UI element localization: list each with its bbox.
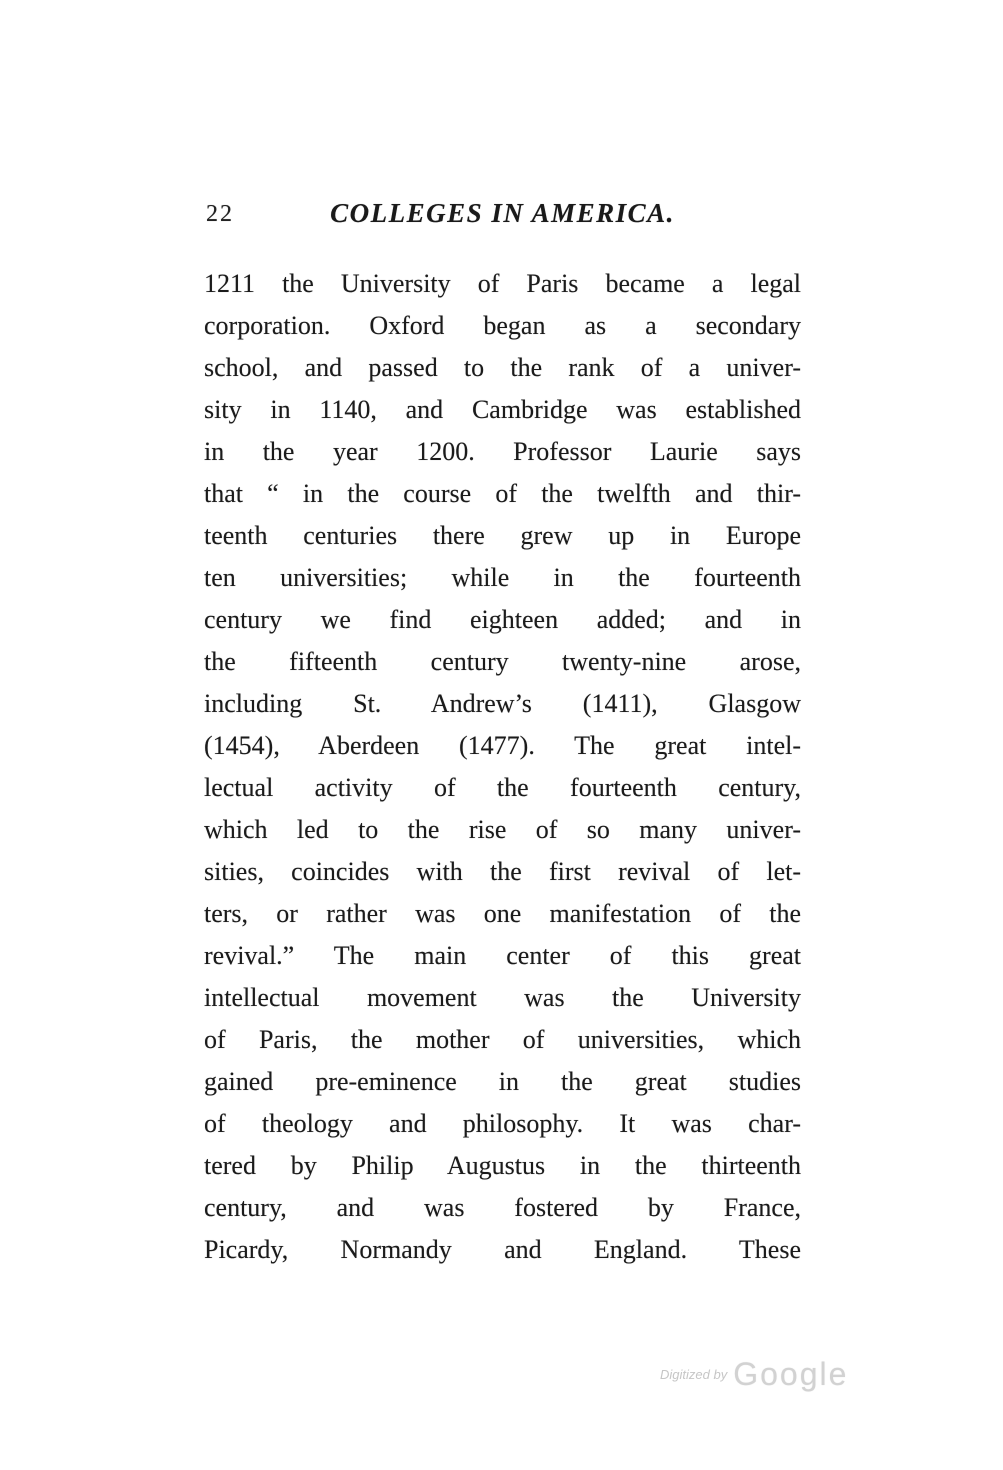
text-line: that “ in the course of the twelfth and thir- xyxy=(204,479,801,508)
text-line: revival.” The main center of this great xyxy=(204,941,801,970)
text-line: intellectual movement was the University xyxy=(204,983,801,1012)
text-line: the fifteenth century twenty-nine arose, xyxy=(204,647,801,676)
text-line: century we find eighteen added; and in xyxy=(204,605,801,634)
watermark-prefix: Digitized by xyxy=(660,1367,728,1382)
text-line: (1454), Aberdeen (1477). The great intel- xyxy=(204,731,801,760)
text-line: of Paris, the mother of universities, which xyxy=(204,1025,801,1054)
text-line: in the year 1200. Professor Laurie says xyxy=(204,437,801,466)
text-line: ters, or rather was one manifestation of the xyxy=(204,899,801,928)
text-line: Picardy, Normandy and England. These xyxy=(204,1235,801,1264)
text-line: sities, coincides with the first revival of let- xyxy=(204,857,801,886)
page-header-title: COLLEGES IN AMERICA. xyxy=(330,198,675,228)
text-line: tered by Philip Augustus in the thirteenth xyxy=(204,1151,801,1180)
body-paragraph xyxy=(204,263,801,1271)
text-line: teenth centuries there grew up in Europe xyxy=(204,521,801,550)
text-line: 1211 the University of Paris became a legal xyxy=(204,269,801,298)
text-line: school, and passed to the rank of a univer- xyxy=(204,353,801,382)
page-number: 22 xyxy=(206,201,234,227)
text-line: century, and was fostered by France, xyxy=(204,1193,801,1222)
text-line: ten universities; while in the fourteenth xyxy=(204,563,801,592)
page-header xyxy=(204,198,801,232)
text-line: of theology and philosophy. It was char- xyxy=(204,1109,801,1138)
text-line: including St. Andrew’s (1411), Glasgow xyxy=(204,689,801,718)
text-line: lectual activity of the fourteenth century, xyxy=(204,773,801,802)
google-watermark xyxy=(660,1356,940,1393)
text-line: gained pre-eminence in the great studies xyxy=(204,1067,801,1096)
text-line: which led to the rise of so many univer- xyxy=(204,815,801,844)
google-logo: Google xyxy=(733,1356,849,1392)
text-line: sity in 1140, and Cambridge was established xyxy=(204,395,801,424)
text-line: corporation. Oxford began as a secondary xyxy=(204,311,801,340)
